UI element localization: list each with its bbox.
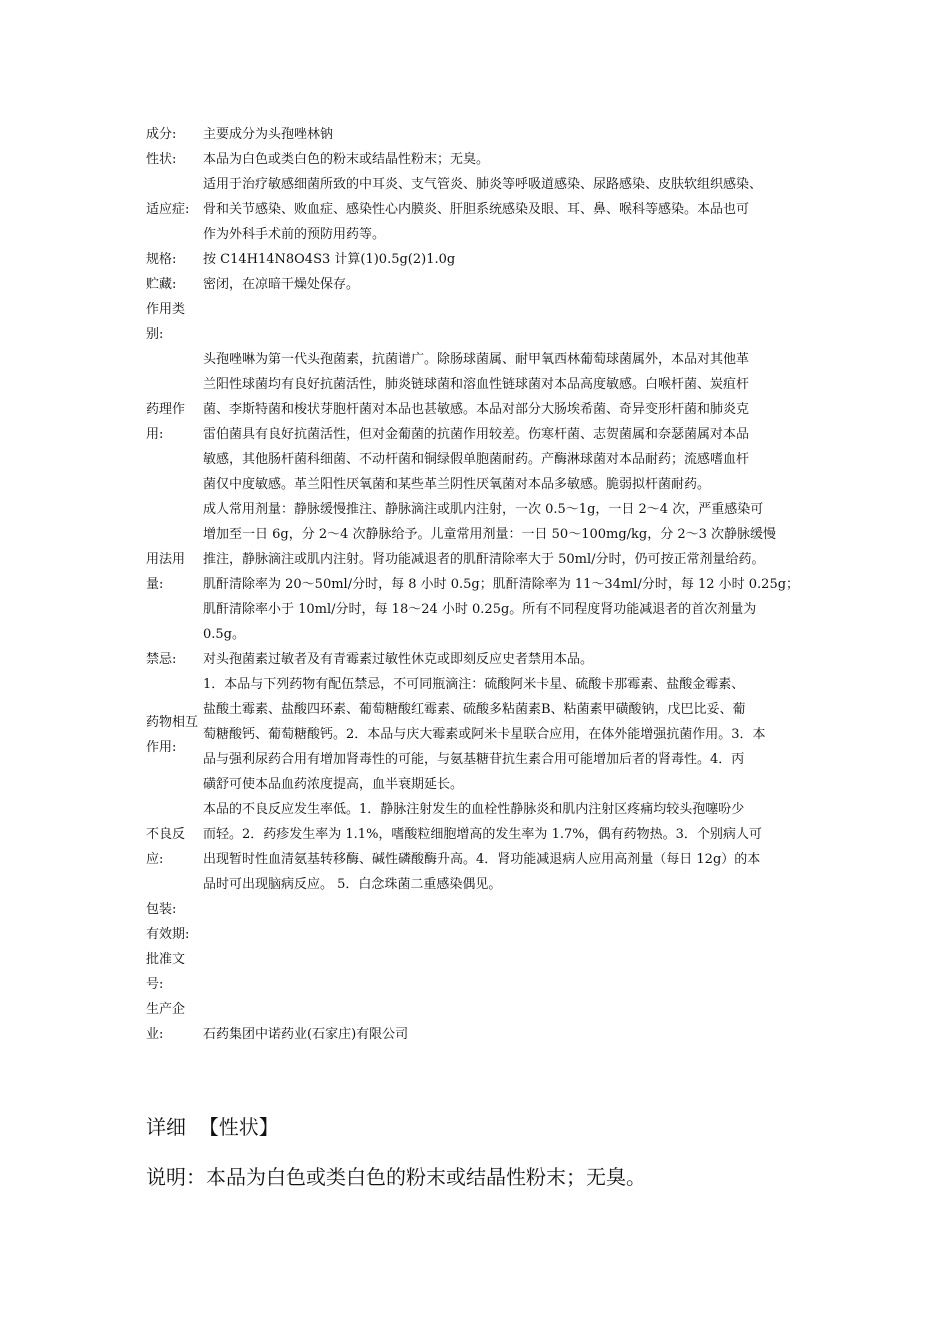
field-row-expiry (146, 922, 826, 947)
drug-info-document (146, 122, 826, 1047)
field-label: 禁忌: (146, 652, 177, 667)
field-value: 本品的不良反应发生率低。1．静脉注射发生的血栓性静脉炎和肌内注射区疼痛均较头孢噻吩少 而轻。2．药疹发生率为 1.1%，嗜酸粒细胞增高的发生率为 1.7%，偶有药物热。3．个别病人可 出现暂时性血清氨基转移酶、碱性磷酸酶升高。4．肾功能减退病人应用高剂量（每日 12g）的本 品时可出现脑病反应。 5．白念珠菌二重感染偶见。 (203, 802, 762, 892)
field-label: 成分: (146, 127, 177, 142)
field-value: 1．本品与下列药物有配伍禁忌，不可同瓶滴注：硫酸阿米卡星、硫酸卡那霉素、盐酸金霉素、 盐酸土霉素、盐酸四环素、葡萄糖酸红霉素、硫酸多粘菌素B、粘菌素甲磺酸钠，戊巴比妥、葡 萄糖酸钙、葡萄糖酸钙。2．本品与庆大霉素或阿米卡星联合应用，在体外能增强抗菌作用。3．本 品与强利尿药合用有增加肾毒性的可能，与氨基糖苷抗生素合用可能增加后者的肾毒性。4．丙 磺舒可使本品血药浓度提高，血半衰期延长。 (203, 677, 766, 792)
field-row-specification (146, 247, 826, 272)
field-label: 贮藏: (146, 277, 177, 292)
field-label: 性状: (146, 152, 177, 167)
field-row-interactions (146, 672, 826, 797)
field-value: 主要成分为头孢唑林钠 (203, 127, 334, 142)
field-row-indications (146, 172, 826, 247)
field-row-ingredients (146, 122, 826, 147)
field-label: 药理作 用: (146, 402, 186, 442)
field-label: 适应症: (146, 202, 190, 217)
field-label: 药物相互 作用: (146, 714, 199, 755)
field-label: 规格: (146, 252, 177, 267)
field-label: 有效期: (146, 927, 190, 942)
field-value: 按 C14H14N8O4S3 计算(1)0.5g(2)1.0g (203, 252, 456, 267)
field-row-adverse-reactions (146, 797, 826, 897)
field-label: 生产企 业: (146, 1002, 186, 1042)
field-value: 密闭，在凉暗干燥处保存。 (203, 277, 360, 292)
field-row-manufacturer (146, 997, 826, 1047)
field-value: 适用于治疗敏感细菌所致的中耳炎、支气管炎、肺炎等呼吸道感染、尿路感染、皮肤软组织感染、 骨和关节感染、败血症、感染性心内膜炎、肝胆系统感染及眼、耳、鼻、喉科等感染。本品也可 作为外科手术前的预防用药等。 (203, 177, 763, 242)
field-label: 用法用 量: (146, 552, 186, 592)
field-row-dosage (146, 497, 826, 647)
field-value: 对头孢菌素过敏者及有青霉素过敏性休克或即刻反应史者禁用本品。 (203, 652, 594, 667)
detail-heading: 详细 【性状】 (146, 1115, 279, 1139)
field-label: 作用类 别: (146, 302, 186, 342)
field-label: 批准文 号: (146, 952, 186, 992)
field-row-storage (146, 272, 826, 297)
field-value: 本品为白色或类白色的粉末或结晶性粉末；无臭。 (203, 152, 490, 167)
field-value: 头孢唑啉为第一代头孢菌素，抗菌谱广。除肠球菌属、耐甲氧西林葡萄球菌属外，本品对其他革 兰阳性球菌均有良好抗菌活性，肺炎链球菌和溶血性链球菌对本品高度敏感。白喉杆菌、炭疽杆 菌、李斯特菌和梭状芽胞杆菌对本品也甚敏感。本品对部分大肠埃希菌、奇异变形杆菌和肺炎克 雷伯菌具有良好抗菌活性，但对金葡菌的抗菌作用较差。伤寒杆菌、志贺菌属和奈瑟菌属对本品 敏感，其他肠杆菌科细菌、不动杆菌和铜绿假单胞菌耐药。产酶淋球菌对本品耐药；流感嗜血杆 菌仅中度敏感。革兰阳性厌氧菌和某些革兰阴性厌氧菌对本品多敏感。脆弱拟杆菌耐药。 (203, 352, 750, 492)
field-value: 石药集团中诺药业(石家庄)有限公司 (203, 1027, 409, 1042)
field-row-appearance (146, 147, 826, 172)
field-row-pharmacology (146, 347, 826, 497)
field-label: 包装: (146, 902, 177, 917)
field-value: 成人常用剂量：静脉缓慢推注、静脉滴注或肌内注射，一次 0.5～1g，一日 2～4 次，严重感染可 增加至一日 6g，分 2～4 次静脉给予。儿童常用剂量：一日 50～100mg/kg，分 2～3 次静脉缓慢 推注，静脉滴注或肌内注射。肾功能减退者的肌酐清除率大于 50ml/分时，仍可按正常剂量给药。 肌酐清除率为 20～50ml/分时，每 8 小时 0.5g；肌酐清除率为 11～34ml/分时，每 12 小时 0.25g； 肌酐清除率小于 10ml/分时，每 18～24 小时 0.25g。所有不同程度肾功能减退者的首次剂量为 0.5g。 (203, 502, 800, 642)
field-row-category (146, 297, 826, 347)
field-label: 不良反 应: (146, 827, 186, 867)
field-row-contraindications (146, 647, 826, 672)
field-row-packaging (146, 897, 826, 922)
field-row-approval-number (146, 947, 826, 997)
detail-description: 说明：本品为白色或类白色的粉末或结晶性粉末；无臭。 (146, 1165, 646, 1189)
